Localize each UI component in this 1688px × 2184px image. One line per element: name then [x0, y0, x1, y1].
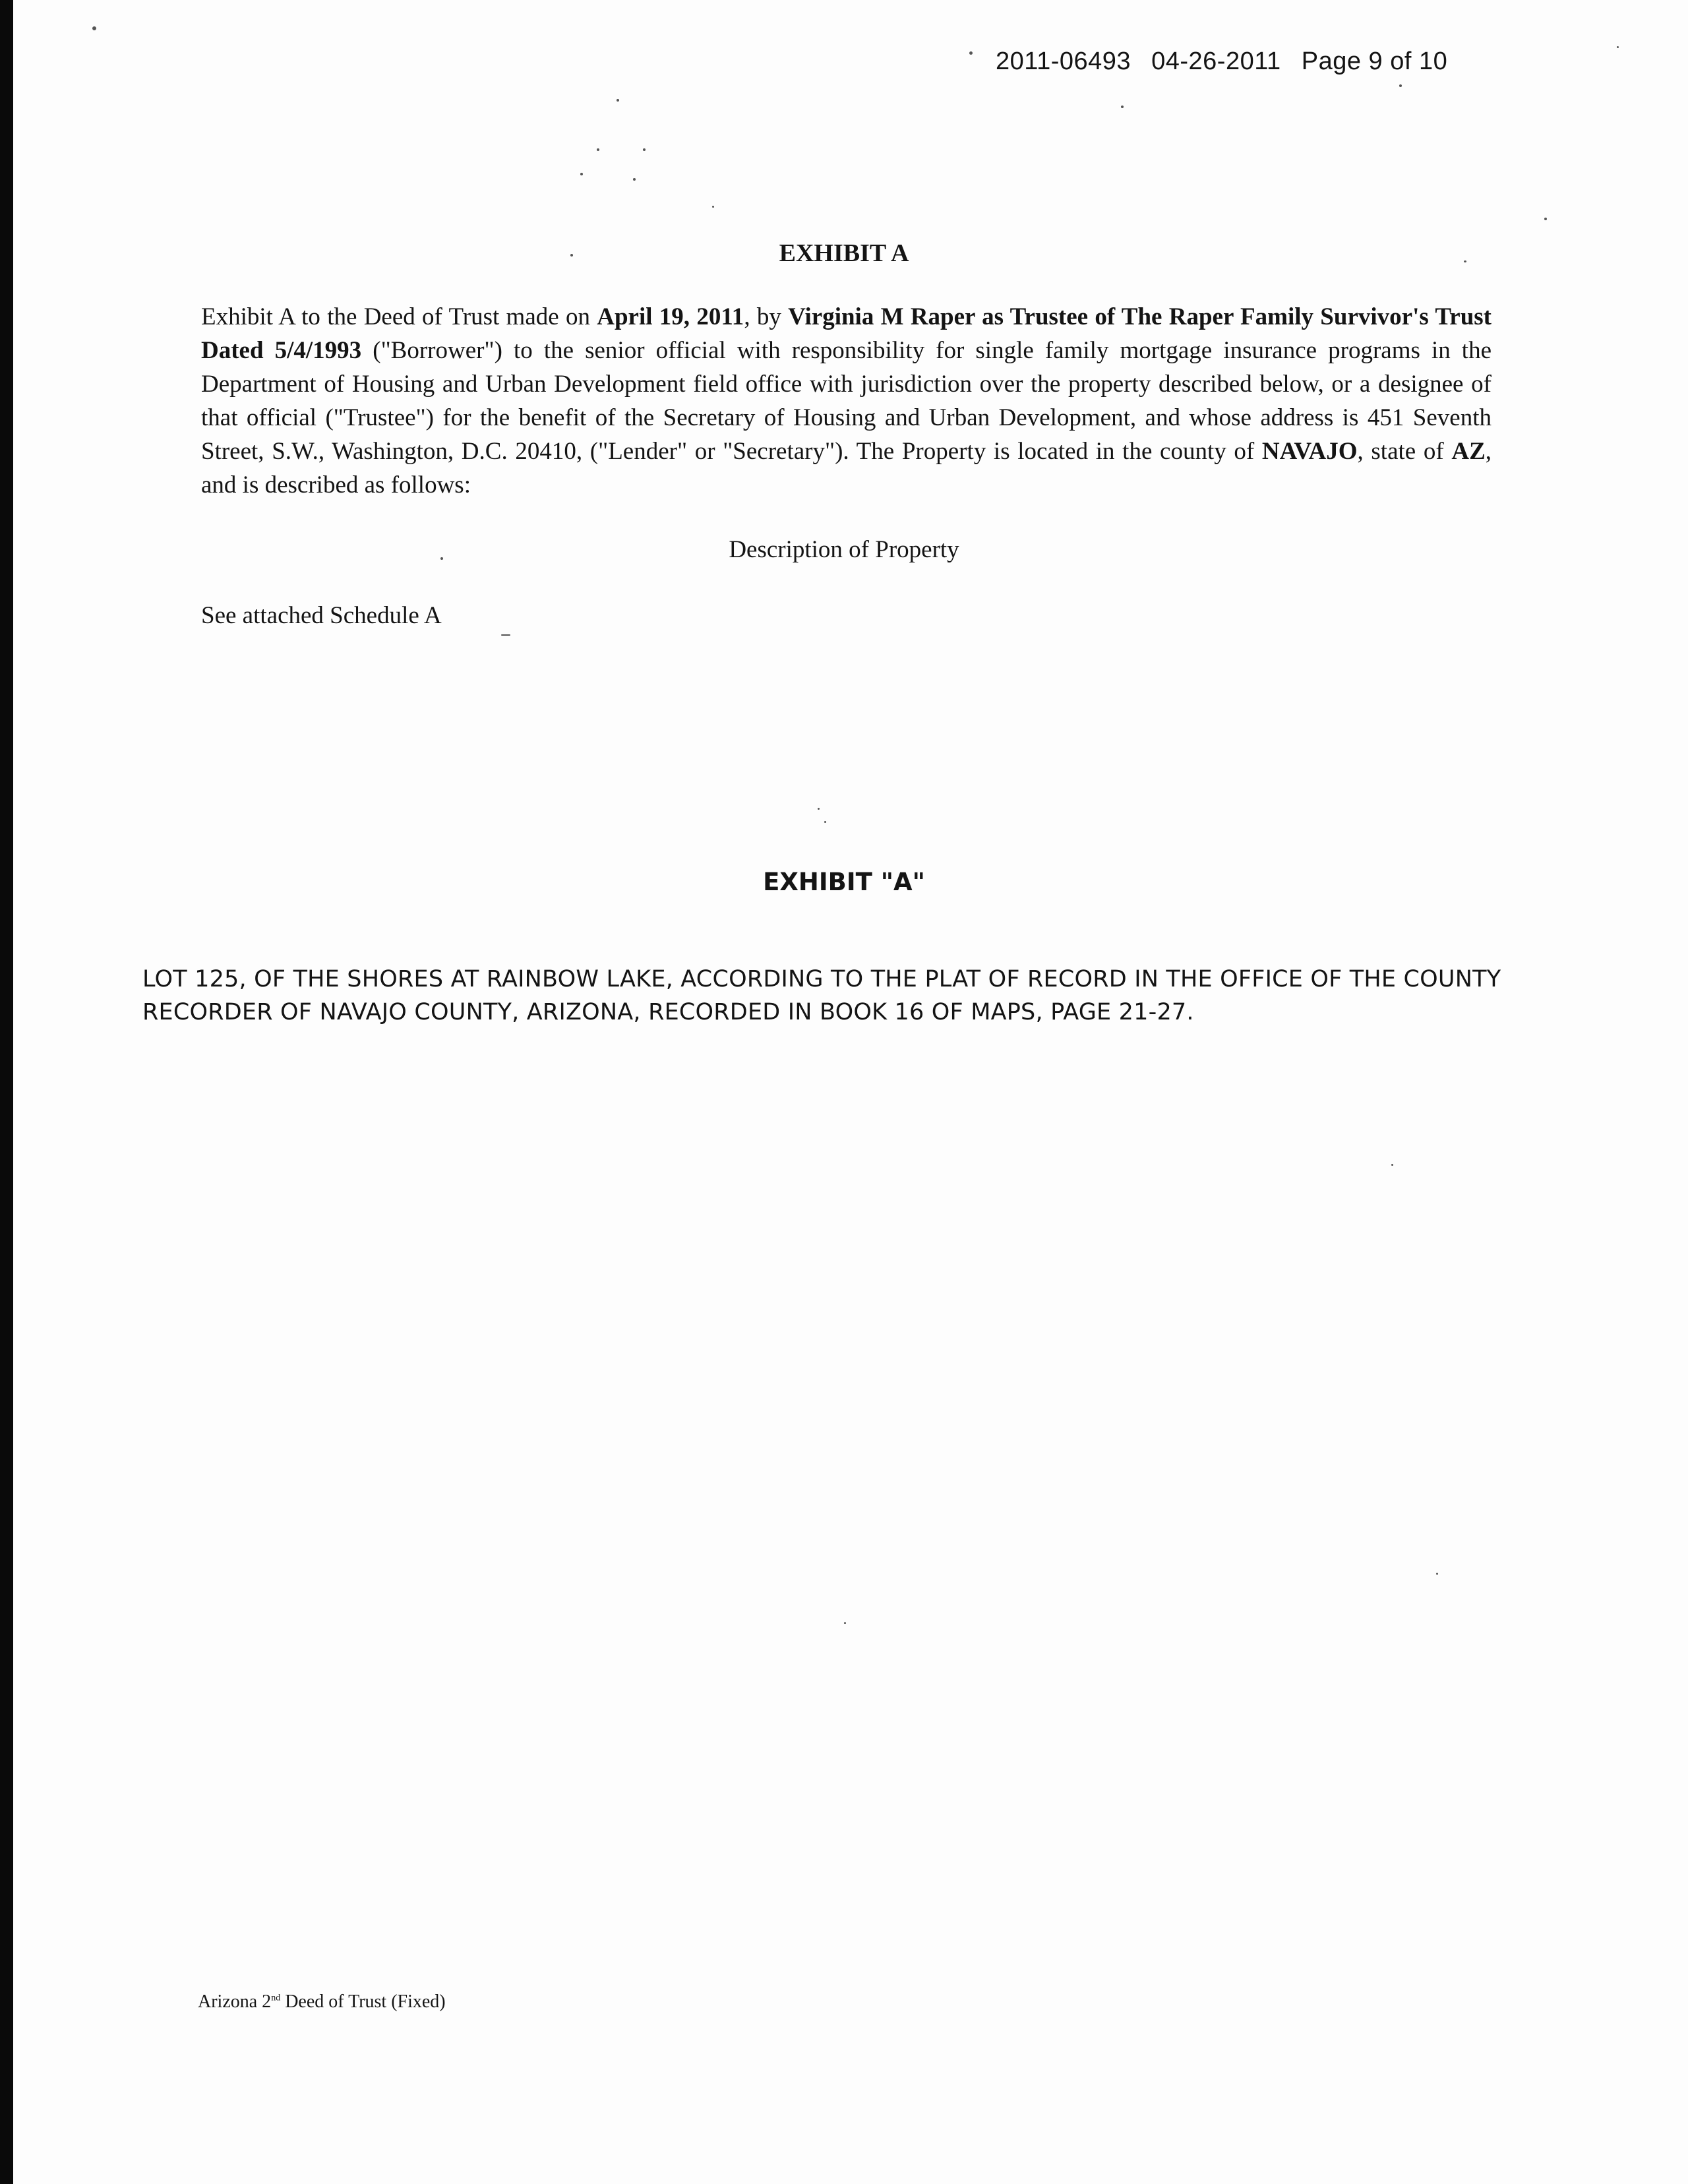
schedule-reference: See attached Schedule A	[201, 602, 442, 629]
recording-stamp	[996, 47, 1461, 76]
paragraph-text: , and is described as follows:	[201, 438, 1492, 499]
scan-speck	[501, 634, 510, 636]
scan-speck	[1617, 46, 1619, 48]
page-indicator: Page 9 of 10	[1301, 47, 1448, 75]
scan-speck	[1391, 1164, 1393, 1166]
county-name: NAVAJO	[1261, 438, 1358, 465]
recording-date: 04-26-2011	[1151, 47, 1281, 75]
form-superscript: nd	[271, 1993, 281, 2003]
scan-speck	[643, 148, 646, 151]
paragraph-text: ("Borrower") to the senior official with responsibility for single family mortgage insurance programs in the Department of Housing and Urban Development field office with jurisdiction over the property described below, or a designee of that official ("Trustee") for the benefit of the Secretary of Housing and Urban Development, and whose address is 451 Seventh Street, S.W., Washington, D.C. 20410, ("Lender" or "Secretary"). The Property is located in the county of	[201, 337, 1492, 465]
deed-date: April 19, 2011	[597, 303, 744, 330]
scan-speck	[597, 148, 599, 151]
paragraph-text: , state of	[1357, 438, 1452, 465]
scan-speck	[440, 557, 443, 560]
scan-speck	[580, 173, 583, 175]
exhibit-paragraph	[201, 300, 1492, 502]
document-number: 2011-06493	[996, 47, 1131, 75]
scan-speck	[617, 99, 619, 102]
scan-speck	[1464, 260, 1466, 262]
paragraph-text: , by	[744, 303, 789, 330]
scan-speck	[1121, 106, 1124, 108]
scan-speck	[844, 1622, 846, 1624]
exhibit-title: EXHIBIT A	[779, 239, 909, 267]
borrower-name: Virginia M Raper as Trustee of The Raper Family Survivor's Trust Dated 5/4/1993	[201, 303, 1492, 364]
scan-edge	[0, 0, 13, 2184]
scan-speck	[1544, 218, 1547, 220]
scan-speck	[712, 206, 714, 208]
description-heading: Description of Property	[729, 536, 959, 563]
scan-speck	[1399, 84, 1402, 87]
scan-speck	[969, 51, 973, 55]
schedule-title: EXHIBIT "A"	[763, 868, 925, 896]
scan-speck	[92, 26, 96, 30]
scan-speck	[818, 808, 820, 810]
form-name-suffix: Deed of Trust (Fixed)	[280, 1991, 446, 2012]
scan-speck	[570, 254, 573, 257]
scan-speck	[633, 178, 636, 181]
form-footer	[198, 1991, 446, 2013]
state-name: AZ	[1451, 438, 1486, 465]
form-name-prefix: Arizona 2	[198, 1991, 272, 2012]
scan-speck	[824, 821, 826, 823]
legal-description: LOT 125, OF THE SHORES AT RAINBOW LAKE, ACCORDING TO THE PLAT OF RECORD IN THE OFFICE OF THE COUNTY RECORDER OF NAVAJO COUNTY, ARIZONA, RECORDED IN BOOK 16 OF MAPS, PAGE 21-27.	[142, 966, 1501, 1025]
scan-speck	[1436, 1573, 1438, 1575]
paragraph-text: Exhibit A to the Deed of Trust made on	[201, 303, 597, 330]
